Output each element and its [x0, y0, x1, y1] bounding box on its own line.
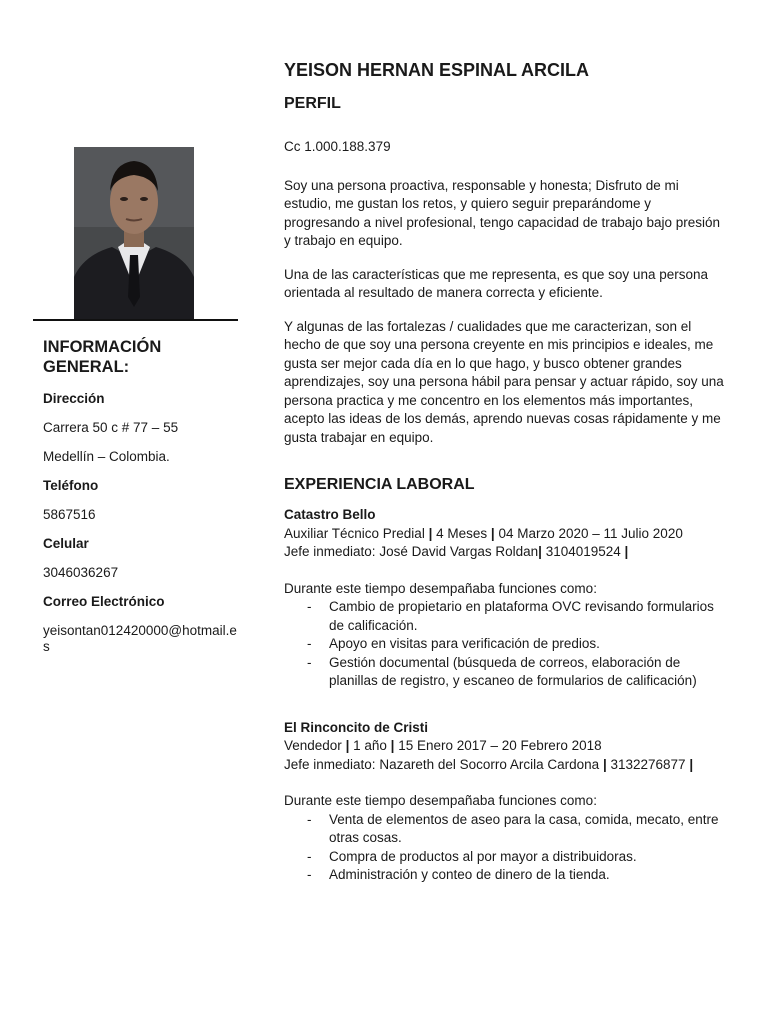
duties-intro: Durante este tiempo desempañaba funciones como:	[284, 793, 597, 808]
boss-name: José David Vargas Roldan	[379, 544, 539, 559]
duties-intro: Durante este tiempo desempañaba funciones como:	[284, 580, 597, 596]
email-label: Correo Electrónico	[43, 593, 165, 609]
duties-list	[284, 598, 724, 691]
duty-item: - Apoyo en visitas para verificación de predios.	[329, 635, 724, 654]
duty-item: - Cambio de propietario en plataforma OVC revisando formularios de calificación.	[329, 598, 724, 635]
job-duration: 4 Meses	[436, 525, 488, 541]
id-number: Cc 1.000.188.379	[284, 139, 391, 154]
job-boss: Jefe inmediato: José David Vargas Roldan| 3104019524 |	[284, 544, 629, 559]
full-name: YEISON HERNAN ESPINAL ARCILA	[284, 60, 590, 80]
address-line-2: Medellín – Colombia.	[43, 448, 170, 464]
address-line-1: Carrera 50 c # 77 – 55	[43, 419, 179, 435]
job-role: Vendedor	[284, 738, 342, 753]
mobile-value: 3046036267	[43, 564, 119, 580]
duty-item: - Administración y conteo de dinero de la tienda.	[329, 866, 724, 885]
job-role: Auxiliar Técnico Predial	[284, 525, 425, 541]
general-info-title: INFORMACIÓN GENERAL:	[43, 338, 162, 376]
duty-item: - Compra de productos al por mayor a distribuidoras.	[329, 848, 724, 867]
job-details: Vendedor | 1 año | 15 Enero 2017 – 20 Febrero 2018	[284, 738, 602, 753]
phone-value: 5867516	[43, 506, 96, 522]
main-column	[284, 58, 724, 885]
address-label: Dirección	[43, 390, 105, 406]
job-details: Auxiliar Técnico Predial | 4 Meses | 04 Marzo 2020 – 11 Julio 2020	[284, 525, 683, 541]
profile-title: PERFIL	[284, 95, 341, 112]
job-entry	[284, 506, 724, 691]
boss-label: Jefe inmediato:	[284, 544, 376, 559]
job-boss: Jefe inmediato: Nazareth del Socorro Arcila Cardona | 3132276877 |	[284, 756, 694, 772]
duty-item: - Venta de elementos de aseo para la casa, comida, mecato, entre otras cosas.	[329, 811, 724, 848]
general-info-section	[43, 338, 243, 652]
profile-paragraph: Una de las características que me representa, es que soy una persona orientada al resultado de manera correcta y eficiente.	[284, 266, 708, 300]
job-entry	[284, 719, 724, 885]
profile-paragraph: Soy una persona proactiva, responsable y honesta; Disfruto de mi estudio, me gustan los retos, y quiero seguir preparándome y progresando a nivel profesional, tengo capacidad de trabajo bajo presión y trabajo en equipo.	[284, 177, 721, 248]
job-company: Catastro Bello	[284, 507, 376, 522]
boss-phone: 3104019524	[545, 544, 621, 559]
job-company: El Rinconcito de Cristi	[284, 719, 429, 735]
boss-name: Nazareth del Socorro Arcila Cardona	[379, 756, 600, 772]
profile-paragraph: Y algunas de las fortalezas / cualidades que me caracterizan, son el hecho de que soy una persona creyente en mis principios e ideales, me gusta ser mejor cada día en lo que hago, y busco obtener grandes aprendizajes, soy una persona hábil para pensar y actuar rápido, soy una persona practica y me concentro en los elementos más importantes, acepto las ideas de los demás, aprendo nuevas cosas rápidamente y me gusta trabajar en equipo.	[284, 318, 724, 445]
phone-label: Teléfono	[43, 477, 99, 493]
job-duration: 1 año	[353, 738, 387, 753]
duties-list	[284, 811, 724, 885]
profile-photo	[74, 147, 194, 319]
sidebar-divider	[33, 319, 238, 321]
job-dates: 15 Enero 2017 – 20 Febrero 2018	[398, 738, 602, 753]
boss-label: Jefe inmediato:	[284, 756, 376, 772]
job-dates: 04 Marzo 2020 – 11 Julio 2020	[498, 525, 683, 541]
email-value: yeisontan012420000@hotmail.es	[43, 622, 237, 654]
boss-phone: 3132276877	[610, 756, 686, 772]
duty-item: - Gestión documental (búsqueda de correos, elaboración de planillas de registro, y escaneo de formularios de calificación)	[329, 654, 724, 691]
mobile-label: Celular	[43, 535, 89, 551]
experience-title: EXPERIENCIA LABORAL	[284, 476, 475, 493]
